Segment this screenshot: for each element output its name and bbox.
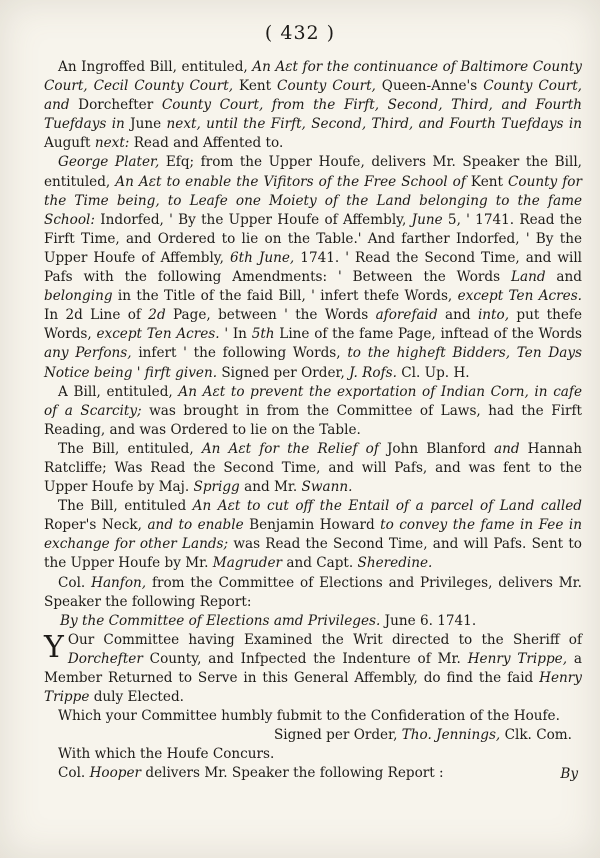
text-run: and [437, 307, 478, 324]
report-signed [44, 726, 572, 745]
italic-run: 5th [251, 326, 275, 343]
text-run: The Bill, entituled, [58, 440, 202, 457]
text-run: County, and Infpected the Indenture of Mr. [142, 650, 468, 667]
italic-run: and [493, 440, 520, 457]
report-body-text [44, 629, 582, 706]
paragraph-concurs [44, 745, 582, 764]
italic-run: and to enable [147, 517, 244, 534]
italic-run: County Court, and [44, 78, 582, 114]
text-run: was Read the Second Time, and will Pafs. Sent to the Upper Houfe by Mr. [44, 536, 582, 572]
paragraph-col-hanfon [44, 574, 582, 612]
italic-run: Land [510, 269, 546, 286]
text-run: In 2d Line of [44, 307, 149, 324]
italic-run: except Ten Acres. [457, 288, 583, 305]
text-run: infert ' the following Words, [131, 345, 348, 362]
italic-run: County Court, from the Firft, Second, Third, and Fourth Tuefdays in [44, 97, 582, 133]
text-run: Kent [465, 173, 508, 190]
text-run: 1741. ' Read the Second Time, and will Pafs with the following Amendments: ' Between the Words [44, 249, 583, 286]
text-run: Line of the fame Page, inftead of the Words [274, 326, 583, 343]
text-run: delivers Mr. Speaker the following Report : [141, 765, 444, 782]
text-run: Indorfed, ' By the Upper Houfe of Affembly, [94, 211, 412, 228]
report-dropcap: Y [44, 629, 64, 665]
text-run: and Capt. [282, 555, 358, 572]
italic-run: to convey the fame in Fee in exchange for other Lands; [44, 517, 582, 553]
paragraph-bill-indian-corn [44, 383, 582, 440]
text-run: Signed per Order, [217, 364, 350, 381]
text-run: June 6. 1741. [380, 612, 477, 629]
italic-run: An Aɛt to cut off the Entail of a parcel of Land called [192, 498, 582, 515]
text-run: a Member Returned to Serve in this General Affembly, do find the faid [44, 650, 582, 686]
text-run: Efq; from the Upper Houfe, delivers Mr. Speaker the Bill, entituled, [44, 154, 582, 190]
text-run: duly Elected. [89, 689, 184, 706]
text-run: Queen-Anne's [375, 78, 484, 95]
text-run: Col. [58, 765, 90, 782]
italic-run: An Aɛt to prevent the exportation of Indian Corn, in cafe of a Scarcity; [44, 383, 582, 419]
text-run: Kent [233, 78, 278, 95]
italic-run: An Aɛt for the Relief of [201, 440, 379, 457]
text-run: Benjamin Howard [243, 517, 381, 534]
italic-run: By the Committee of Eleɛtions amd Privileges. [60, 612, 381, 629]
paragraph-bill-baltimore [44, 58, 582, 153]
page-number: ( 432 ) [264, 22, 336, 44]
italic-run: 6th June, [230, 249, 295, 266]
text-run: The Bill, entituled [58, 498, 193, 515]
report-submit: Which your Committee humbly fubmit to the Confideration of the Houfe. [58, 708, 560, 725]
text-run: Dorchefter [69, 97, 162, 114]
text-run: 5, ' 1741. Read the Firft Time, and Ordered to lie on the Table.' And farther Indorfed, ' By the Upper Houfe of Affembly, [44, 211, 582, 266]
italic-run: An Aɛt for the continuance of Baltimore County Court, Cecil County Court, [44, 59, 582, 95]
paragraph-col-hooper [44, 764, 582, 783]
text-run: Auguft [44, 135, 95, 152]
paragraph-bill-ropers-neck [44, 497, 582, 573]
text-run: in the Title of the faid Bill, ' infert thefe Words, [112, 288, 458, 305]
italic-run: Magruder [212, 555, 283, 572]
italic-run: Tho. Jennings, [401, 727, 501, 744]
italic-run: 2d [148, 307, 166, 324]
page-body [44, 58, 582, 784]
italic-run: J. Rofs. [349, 364, 397, 381]
text-run: Our Committee having Examined the Writ directed to the Sheriff of [67, 631, 582, 648]
italic-run: into, [477, 307, 510, 324]
text-run: Col. [58, 574, 92, 591]
italic-run: Henry Trippe, [467, 650, 568, 667]
italic-run: June [411, 211, 443, 228]
text-run: and [545, 269, 582, 286]
text-run: An Ingroffed Bill, entituled, [58, 59, 253, 75]
italic-run: County for the Time being, to Leafe one Moiety of the Land belonging to the fame School: [44, 173, 582, 228]
text-run: put thefe Words, [44, 307, 583, 343]
text-run: John Blanford [378, 440, 494, 457]
italic-run: to the higheft Bidders, Ten Days Notice being ' firft given. [44, 345, 582, 381]
text-run: Hannah Ratcliffe; Was Read the Second Time, and will Pafs, and was fent to the Upper Houfe by Maj. [44, 440, 582, 496]
text-run: Page, between ' the Words [165, 307, 376, 324]
italic-run: Hanfon, [91, 574, 147, 591]
italic-run: next, until the Firft, Second, Third, and Fourth Tuefdays in [166, 116, 582, 133]
italic-run: aforefaid [375, 307, 438, 324]
italic-run: County Court, [277, 78, 376, 95]
text-run: and Mr. [239, 479, 302, 496]
text-run: With which the Houfe Concurs. [58, 746, 275, 763]
after-report-paragraphs [44, 745, 582, 783]
proceedings-paragraphs [44, 58, 582, 612]
italic-run: Henry Trippe [44, 670, 582, 706]
italic-run: except Ten Acres. [96, 326, 220, 343]
text-run: Clk. Com. [500, 727, 572, 744]
text-run: Signed per Order, [273, 727, 402, 744]
text-run: Read and Affented to. [129, 135, 284, 152]
italic-run: Swann. [301, 479, 353, 496]
text-run: A Bill, entituled, [58, 383, 179, 400]
text-run: Cl. Up. H. [396, 364, 470, 381]
italic-run: Sheredine. [357, 555, 433, 572]
italic-run: Dorchefter [67, 650, 143, 667]
text-run: June [124, 116, 167, 133]
italic-run: Sprigg [193, 479, 240, 496]
paragraph-bill-blanford [44, 440, 582, 497]
report-body [44, 631, 582, 707]
text-run: Roper's Neck, [44, 517, 148, 534]
italic-run: next: [94, 135, 130, 152]
paragraph-bill-free-school [44, 153, 582, 382]
text-run: ' In [219, 326, 252, 343]
italic-run: any Perfons, [44, 345, 132, 362]
text-run: was brought in from the Committee of Laws, had the Firft Reading, and was Ordered to lie on the Table. [44, 402, 582, 438]
italic-run: belonging [44, 288, 113, 305]
text-run: from the Committee of Elections and Privileges, delivers Mr. Speaker the following Report: [44, 574, 582, 610]
catchword: By [560, 766, 578, 782]
italic-run: An Aɛt to enable the Vifitors of the Free School of [115, 173, 466, 190]
report-heading [44, 612, 582, 631]
italic-run: Hooper [89, 765, 142, 782]
italic-run: George Plater, [58, 154, 160, 171]
